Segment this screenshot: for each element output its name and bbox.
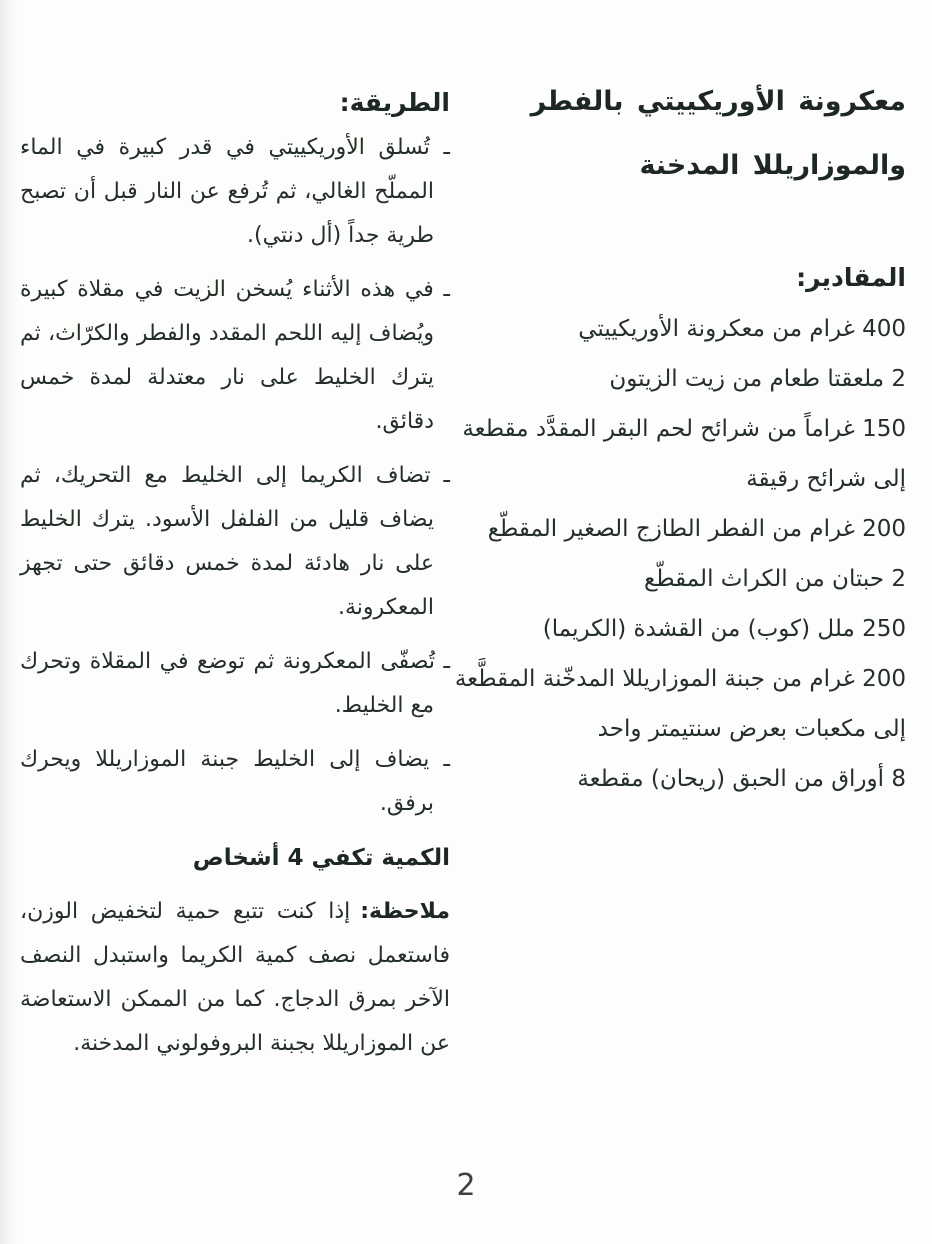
step-dash-marker: ـ — [443, 463, 450, 488]
step-dash-marker: ـ — [443, 135, 450, 160]
note-paragraph — [20, 890, 450, 1066]
method-step-text: تُصفّى المعكرونة ثم توضع في المقلاة وتحرك مع الخليط. — [20, 649, 435, 718]
page-number: 2 — [456, 1168, 476, 1203]
ingredient-item: 8 أوراق من الحبق (ريحان) مقطعة — [577, 766, 906, 792]
method-column — [20, 80, 450, 1066]
method-heading: الطريقة: — [339, 88, 450, 117]
recipe-title — [454, 70, 906, 198]
note-label: ملاحظة: — [360, 899, 450, 924]
step-dash-marker: ـ — [443, 649, 450, 674]
ingredient-item: 250 ملل (كوب) من القشدة (الكريما) — [542, 616, 906, 642]
note-text: إذا كنت تتبع حمية لتخفيض الوزن، فاستعمل نصف كمية الكريما واستبدل النصف الآخر بمرق الدجاج. كما من الممكن الاستعاضة عن الموزاريللا بجبنة البروفولوني المدخنة. — [20, 899, 450, 1056]
method-step — [20, 268, 450, 444]
method-steps-list — [20, 126, 450, 826]
ingredients-heading: المقادير: — [796, 263, 906, 292]
recipe-title-line-1: معكرونة الأوريكييتي بالفطر — [530, 86, 906, 117]
ingredient-item: 2 حبتان من الكراث المقطّع — [644, 566, 906, 592]
method-step-text: في هذه الأثناء يُسخن الزيت في مقلاة كبيرة ويُضاف إليه اللحم المقدد والفطر والكرّاث، ثم يترك الخليط على نار معتدلة لمدة خمس دقائق. — [20, 277, 434, 434]
method-step — [20, 454, 450, 630]
serving-line: الكمية تكفي 4 أشخاص — [192, 845, 450, 871]
method-step — [20, 738, 450, 826]
step-dash-marker: ـ — [443, 747, 450, 772]
step-dash-marker: ـ — [443, 277, 450, 302]
method-step-text: تضاف الكريما إلى الخليط مع التحريك، ثم يضاف قليل من الفلفل الأسود. يترك الخليط على نار هادئة لمدة خمس دقائق حتى تجهز المعكرونة. — [20, 463, 434, 620]
ingredients-column — [454, 70, 906, 804]
recipe-title-line-2: والموزاريللا المدخنة — [639, 150, 906, 181]
ingredient-item: 2 ملعقتا طعام من زيت الزيتون — [609, 366, 906, 392]
ingredient-item: 150 غراماً من شرائح لحم البقر المقدَّد مقطعة إلى شرائح رقيقة — [462, 416, 906, 492]
ingredients-list — [454, 304, 906, 804]
method-step-text: تُسلق الأوريكييتي في قدر كبيرة في الماء المملّح الغالي، ثم تُرفع عن النار قبل أن تصبح طرية جداً (أل دنتي). — [20, 135, 434, 248]
ingredient-item: 200 غرام من الفطر الطازج الصغير المقطّع — [487, 516, 906, 542]
ingredient-item: 200 غرام من جبنة الموزاريللا المدخّنة المقطَّعة إلى مكعبات بعرض سنتيمتر واحد — [454, 666, 906, 742]
method-step-text: يضاف إلى الخليط جبنة الموزاريللا ويحرك برفق. — [20, 747, 434, 816]
ingredient-item: 400 غرام من معكرونة الأوريكييتي — [578, 316, 906, 342]
method-step — [20, 126, 450, 258]
method-step — [20, 640, 450, 728]
